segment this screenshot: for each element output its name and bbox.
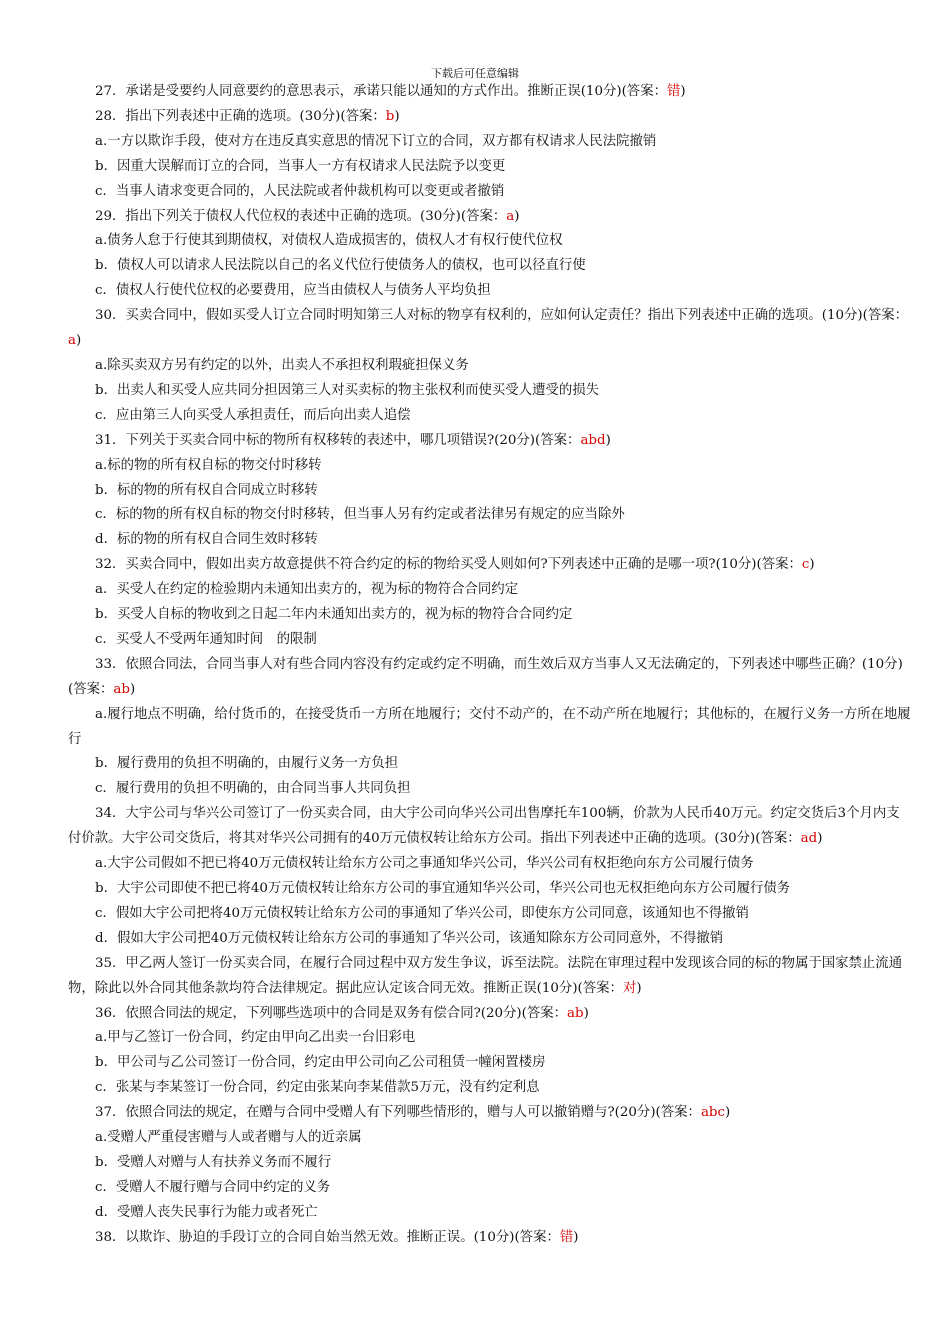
question-text-end: ) <box>573 1229 579 1245</box>
option-line: b．买受人自标的物收到之日起二年内未通知出卖方的，视为标的物符合合同约定 <box>95 607 573 623</box>
answer-value: c <box>801 557 810 573</box>
option-line: a.除买卖双方另有约定的以外，出卖人不承担权利瑕疵担保义务 <box>95 357 469 373</box>
option-line: b．因重大误解而订立的合同，当事人一方有权请求人民法院予以变更 <box>95 158 506 174</box>
question-text: 37．依照合同法的规定，在赠与合同中受赠人有下列哪些情形的，赠与人可以撤销赠与?(20分)(答案： <box>95 1105 701 1121</box>
question-text-end: ) <box>817 831 823 847</box>
option-line: d．标的物的所有权自合同生效时移转 <box>95 532 318 548</box>
option-line: a．买受人在约定的检验期内未通知出卖方的，视为标的物符合合同约定 <box>95 582 519 598</box>
answer-value: 错 <box>559 1229 574 1245</box>
option-line: d．假如大宇公司把40万元债权转让给东方公司的事通知了华兴公司，该通知除东方公司同意外，不得撤销 <box>95 930 724 946</box>
option-line: c．买受人不受两年通知时间 的限制 <box>95 631 317 647</box>
question-text-end: ) <box>514 208 520 224</box>
question-text-end: ) <box>680 84 686 99</box>
option-line: c．假如大宇公司把将40万元债权转让给东方公司的事通知了华兴公司，即使东方公司同意，该通知也不得撤销 <box>95 905 749 921</box>
page-header: 下载后可任意编辑 <box>431 67 519 80</box>
answer-value: abc <box>700 1105 726 1121</box>
option-line: c．张某与李某签订一份合同，约定由张某向李某借款5万元，没有约定利息 <box>95 1080 540 1096</box>
answer-value: abd <box>580 432 606 448</box>
option-line: b．标的物的所有权自合同成立时移转 <box>95 482 318 498</box>
question-text-end: ) <box>75 333 82 349</box>
option-line: a.一方以欺诈手段，使对方在违反真实意思的情况下订立的合同，双方都有权请求人民法院撤销 <box>95 133 657 149</box>
question-line <box>68 553 912 578</box>
question-text: 36．依照合同法的规定，下列哪些选项中的合同是双务有偿合同?(20分)(答案： <box>95 1005 568 1021</box>
question-text: 28．指出下列表述中正确的选项。(30分)(答案： <box>95 108 386 124</box>
answer-value: 错 <box>666 84 681 99</box>
option-line: c．当事人请求变更合同的，人民法院或者仲裁机构可以变更或者撤销 <box>95 183 505 199</box>
question-text-end: ) <box>605 432 611 448</box>
option-line: a.大宇公司假如不把已将40万元债权转让给东方公司之事通知华兴公司，华兴公司有权拒绝向东方公司履行债务 <box>95 856 754 872</box>
question-text: 34．大宇公司与华兴公司签订了一份买卖合同，由大宇公司向华兴公司出售摩托车100辆，价款为人民币40万元。约定交货后3个月内支付价款。大宇公司交货后，将其对华兴公司拥有的40万元债权转让给东方公司。指出下列表述中正确的选项。(30分)(答案： <box>68 806 900 847</box>
question-text: 35．甲乙两人签订一份买卖合同，在履行合同过程中双方发生争议，诉至法院。法院在审理过程中发现该合同的标的物属于国家禁止流通物，除此以外合同其他条款均符合法律规定。据此应认定该合同无效。推断正误(10分)(答案： <box>68 955 903 996</box>
answer-value: ab <box>113 681 130 697</box>
question-text: 33．依照合同法，合同当事人对有些合同内容没有约定或约定不明确，而生效后双方当事人又无法确定的，下列表述中哪些正确？(10分)(答案： <box>68 656 903 697</box>
option-line: a.标的物的所有权自标的物交付时移转 <box>95 457 322 473</box>
question-line <box>68 429 912 454</box>
document-body <box>68 80 912 1251</box>
option-line: b．出卖人和买受人应共同分担因第三人对买卖标的物主张权利而使买受人遭受的损失 <box>95 382 600 398</box>
question-text: a.履行地点不明确，给付货币的，在接受货币一方所在地履行；交付不动产的，在不动产所在地履行；其他标的，在履行义务一方所在地履行 <box>68 706 911 747</box>
option-line: c．应由第三人向买受人承担责任，而后向出卖人追偿 <box>95 407 411 423</box>
option-line: b．甲公司与乙公司签订一份合同，约定由甲公司向乙公司租赁一幢闲置楼房 <box>95 1055 546 1071</box>
question-line <box>68 1002 912 1027</box>
option-line: c．标的物的所有权自标的物交付时移转，但当事人另有约定或者法律另有规定的应当除外 <box>95 507 625 523</box>
question-text-end: ) <box>129 681 136 697</box>
question-line <box>68 105 912 130</box>
question-text: 31．下列关于买卖合同中标的物所有权移转的表述中，哪几项错误?(20分)(答案： <box>95 432 581 448</box>
question-line <box>68 952 912 1002</box>
option-line: b．大宇公司即使不把已将40万元债权转让给东方公司的事宜通知华兴公司，华兴公司也无权拒绝向东方公司履行债务 <box>95 881 791 896</box>
question-line <box>68 80 912 105</box>
question-line <box>68 1226 912 1251</box>
question-text: 30．买卖合同中，假如买受人订立合同时明知第三人对标的物享有权利的，应如何认定责任？指出下列表述中正确的选项。(10分)(答案： <box>95 308 909 324</box>
answer-value: 对 <box>622 980 637 996</box>
question-line <box>68 653 912 703</box>
question-text-end: ) <box>636 980 642 996</box>
question-text-end: ) <box>809 557 815 573</box>
question-line <box>68 703 912 753</box>
answer-value: a <box>506 208 515 224</box>
question-line <box>68 1101 912 1126</box>
option-line: b．债权人可以请求人民法院以自己的名义代位行使债务人的债权，也可以径直行使 <box>95 258 586 274</box>
question-text: 29．指出下列关于债权人代位权的表述中正确的选项。(30分)(答案： <box>95 208 507 224</box>
question-text-end: ) <box>394 108 400 124</box>
option-line: b．履行费用的负担不明确的，由履行义务一方负担 <box>95 756 399 772</box>
option-line: c．受赠人不履行赠与合同中约定的义务 <box>95 1179 331 1195</box>
answer-value: ab <box>567 1005 584 1021</box>
answer-value: a <box>68 333 76 349</box>
option-line: d．受赠人丧失民事行为能力或者死亡 <box>95 1204 318 1220</box>
option-line: c．债权人行使代位权的必要费用，应当由债权人与债务人平均负担 <box>95 283 491 299</box>
answer-value: b <box>385 108 395 124</box>
question-line <box>68 304 912 354</box>
option-line: a.受赠人严重侵害赠与人或者赠与人的近亲属 <box>95 1130 362 1146</box>
question-text: 38．以欺诈、胁迫的手段订立的合同自始当然无效。推断正误。(10分)(答案： <box>95 1229 560 1245</box>
question-text: 27．承诺是受要约人同意要约的意思表示，承诺只能以通知的方式作出。推断正误(10分)(答案： <box>95 84 667 99</box>
option-line: c．履行费用的负担不明确的，由合同当事人共同负担 <box>95 781 411 797</box>
question-text-end: ) <box>725 1105 731 1121</box>
option-line: b．受赠人对赠与人有扶养义务而不履行 <box>95 1154 332 1170</box>
option-line: a.甲与乙签订一份合同，约定由甲向乙出卖一台旧彩电 <box>95 1030 416 1046</box>
answer-value: ad <box>800 831 818 847</box>
question-text: 32．买卖合同中，假如出卖方故意提供不符合约定的标的物给买受人则如何?下列表述中正确的是哪一项?(10分)(答案： <box>95 557 802 573</box>
question-text-end: ) <box>583 1005 589 1021</box>
question-line <box>68 205 912 230</box>
option-line: a.债务人怠于行使其到期债权，对债权人造成损害的，债权人才有权行使代位权 <box>95 233 563 249</box>
question-line <box>68 802 912 852</box>
